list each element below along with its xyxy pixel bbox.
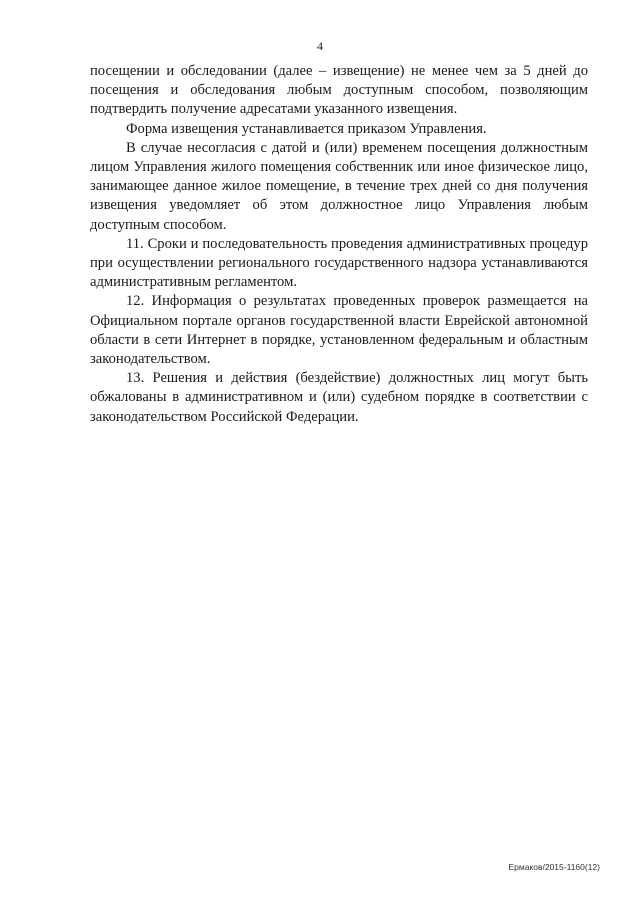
paragraph-item-12: 12. Информация о результатах проведенных проверок размещается на Официальном портале органов государственной власти Еврейской автономной области в сети Интернет в порядке, установленном федеральным и областным законодательством. bbox=[90, 293, 588, 368]
paragraph-item-11: 11. Сроки и последовательность проведения административных процедур при осуществлении регионального государственного надзора устанавливаются административным регламентом. bbox=[90, 235, 588, 291]
paragraph-disagreement: В случае несогласия с датой и (или) временем посещения должностным лицом Управления жилого помещения собственник или иное физическое лицо, занимающее данное жилое помещение, в течение трех дней со дня получения извещения уведомляет об этом должностное лицо Управления любым доступным способом. bbox=[90, 139, 588, 233]
footer-document-code: Ермаков/2015-1160(12) bbox=[508, 862, 600, 872]
document-body bbox=[90, 62, 588, 427]
page-number: 4 bbox=[317, 39, 323, 53]
paragraph-notification-continuation: посещении и обследовании (далее – извещение) не менее чем за 5 дней до посещения и обследования любым доступным способом, позволяющим подтвердить получение адресатами указанного извещения. bbox=[90, 63, 588, 118]
paragraph-item-13: 13. Решения и действия (бездействие) должностных лиц могут быть обжалованы в административном и (или) судебном порядке в соответствии с законодательством Российской Федерации. bbox=[90, 370, 588, 425]
paragraph-notification-form: Форма извещения устанавливается приказом Управления. bbox=[126, 120, 487, 137]
